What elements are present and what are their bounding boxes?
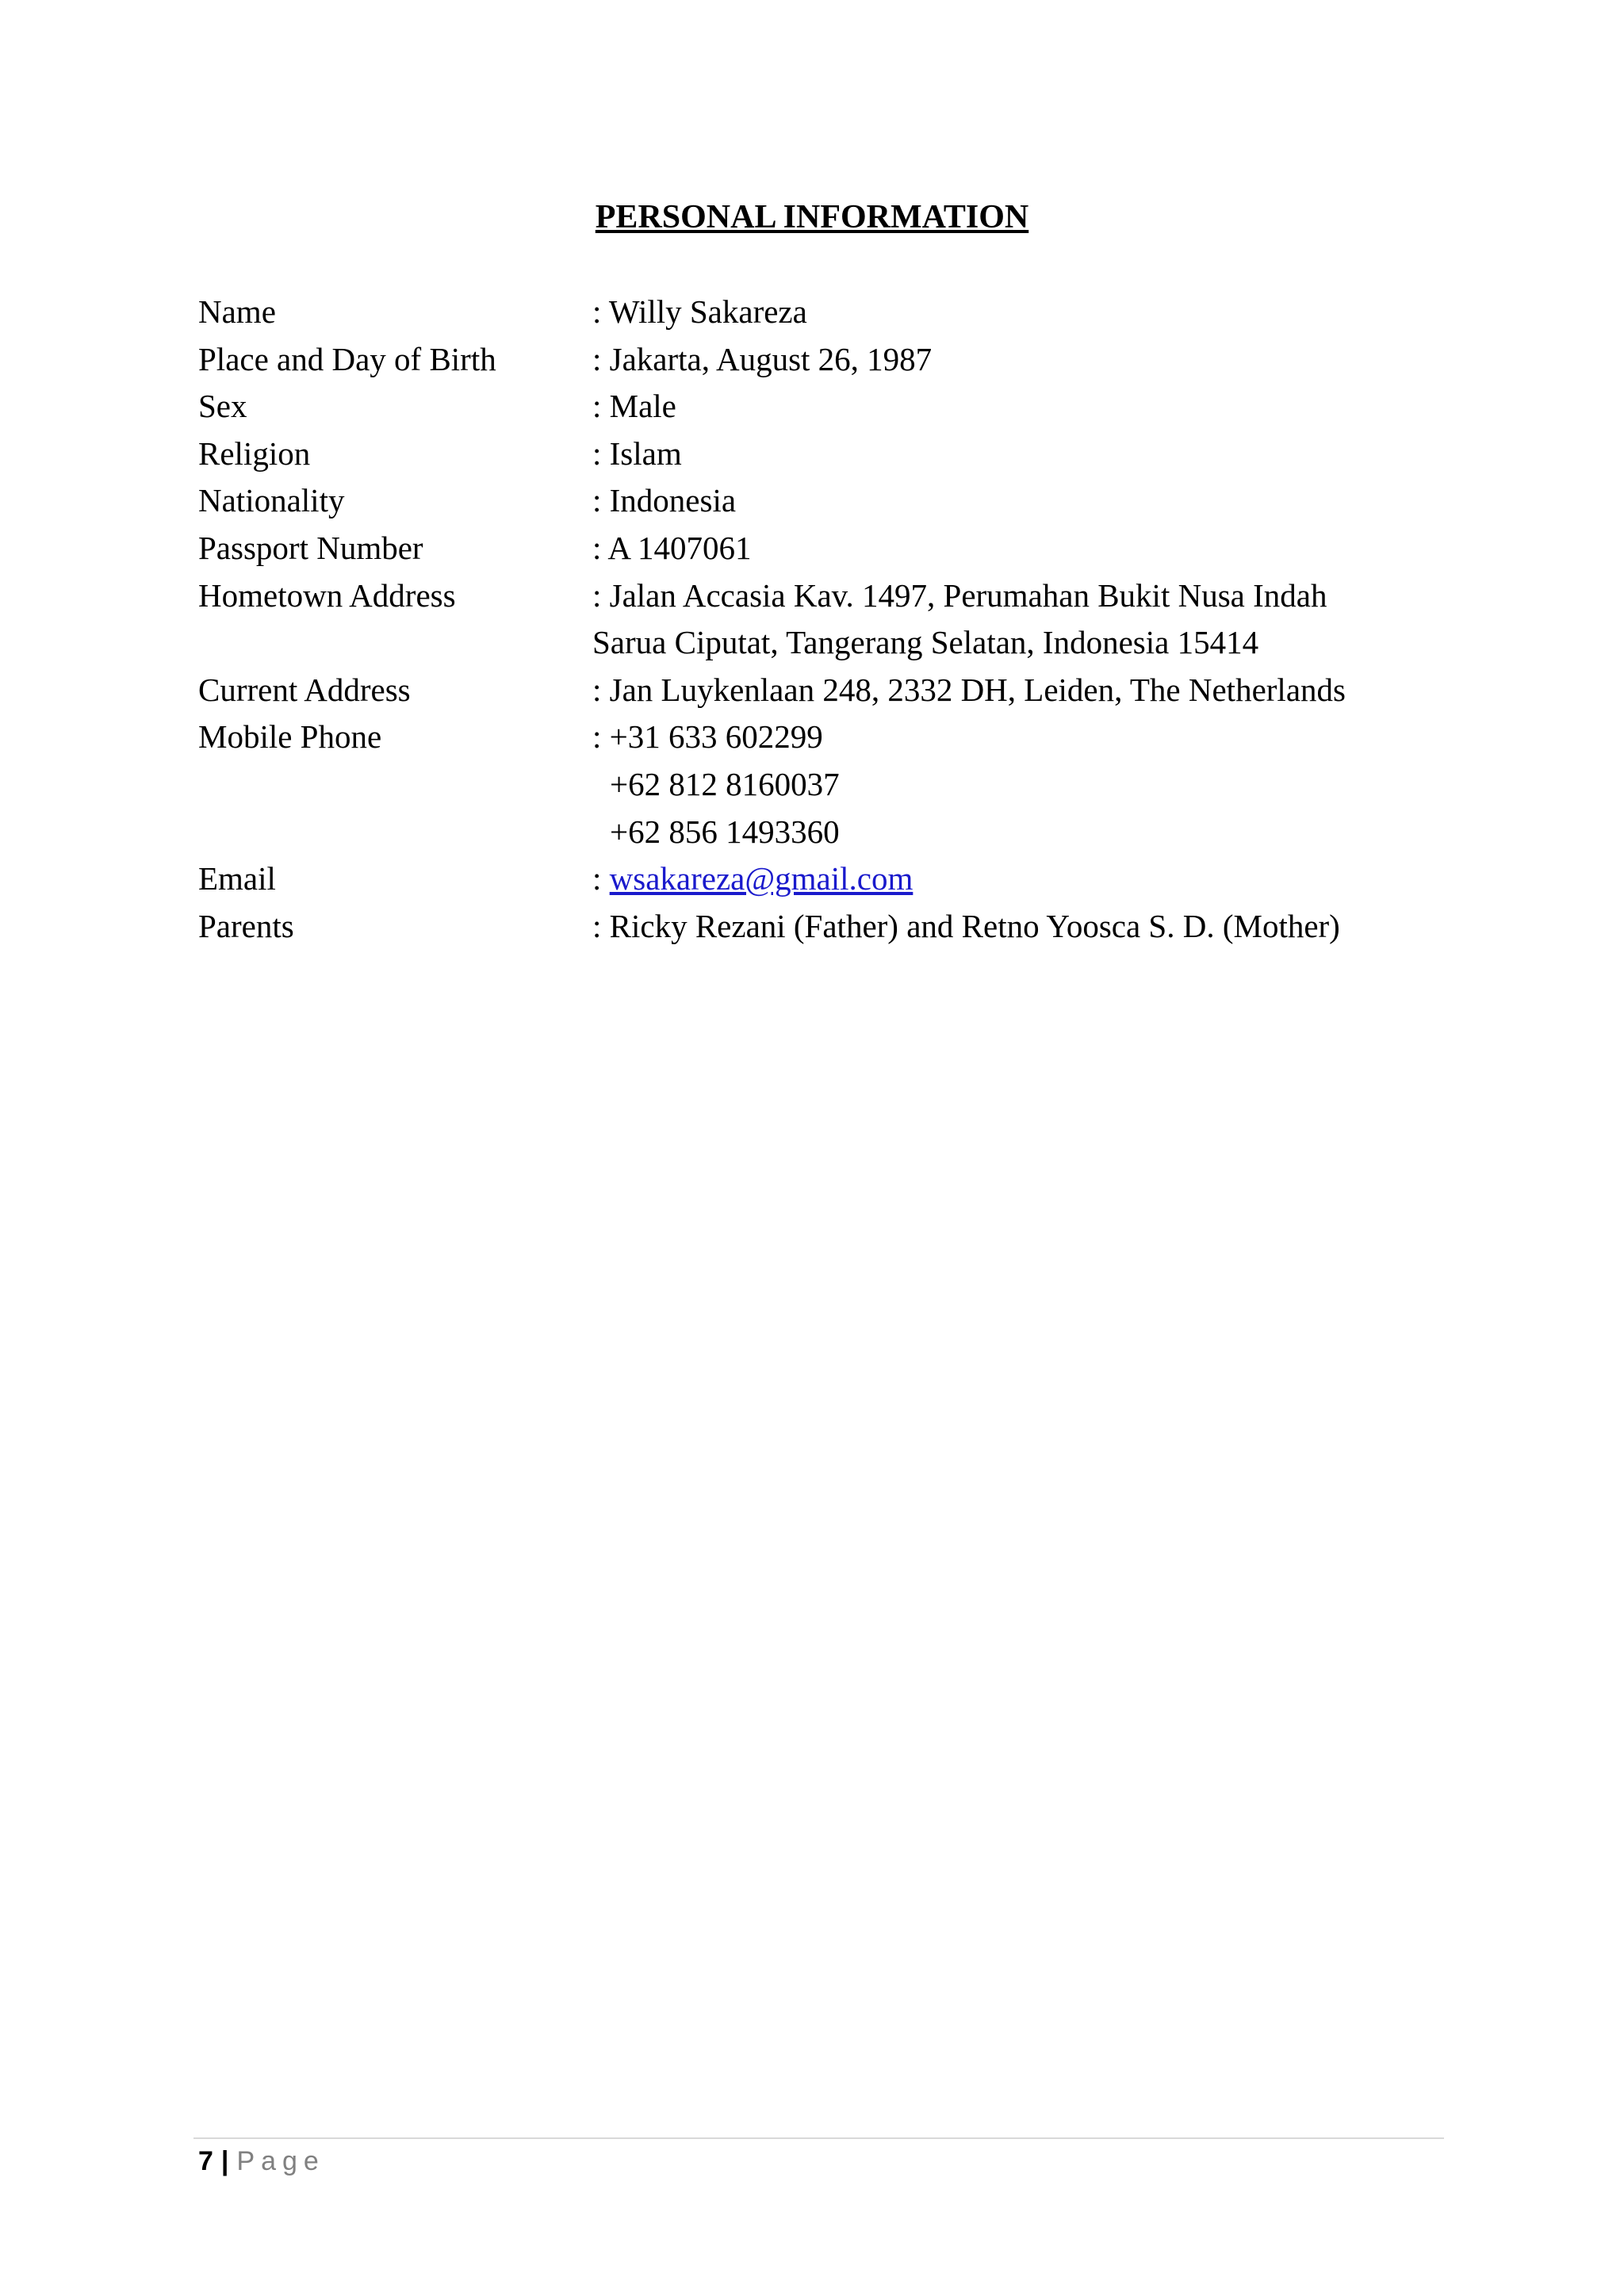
info-row-hometown <box>198 572 1467 667</box>
field-value: : A 1407061 <box>592 529 752 566</box>
field-label: Name <box>198 293 276 330</box>
footer-divider <box>193 2137 1444 2139</box>
field-value: : Jan Luykenlaan 248, 2332 DH, Leiden, The Netherlands <box>592 671 1346 708</box>
field-value: : Indonesia <box>592 482 737 519</box>
info-row-email <box>198 855 1467 903</box>
info-row-birth <box>198 336 1467 384</box>
email-prefix: : <box>592 860 610 897</box>
info-row-name <box>198 289 1467 336</box>
info-row-phone <box>198 714 1467 855</box>
email-link[interactable]: wsakareza@gmail.com <box>609 860 914 897</box>
field-label: Parents <box>198 907 294 944</box>
field-label: Place and Day of Birth <box>198 340 496 377</box>
info-row-sex <box>198 383 1467 430</box>
field-value: : Willy Sakareza <box>592 293 807 330</box>
field-label: Religion <box>198 434 311 472</box>
field-label: Current Address <box>198 671 411 708</box>
field-value <box>592 572 1467 667</box>
info-row-current-address <box>198 667 1467 714</box>
field-label: Sex <box>198 388 247 425</box>
field-label: Hometown Address <box>198 576 456 614</box>
page-footer <box>198 2144 325 2179</box>
page-word: Page <box>236 2146 325 2176</box>
footer-separator: | <box>220 2146 229 2176</box>
address-line-2: Sarua Ciputat, Tangerang Selatan, Indonesia 15414 <box>592 624 1259 661</box>
phone-number-3: +62 856 1493360 <box>610 813 840 850</box>
field-value: : Jakarta, August 26, 1987 <box>592 340 933 377</box>
page-number: 7 <box>198 2146 213 2176</box>
info-row-religion <box>198 430 1467 478</box>
info-row-nationality <box>198 477 1467 525</box>
field-label: Nationality <box>198 482 345 519</box>
field-value: : Male <box>592 388 676 425</box>
phone-number-2: +62 812 8160037 <box>610 765 840 802</box>
field-label: Email <box>198 860 276 897</box>
field-value <box>592 714 1467 855</box>
personal-info-table <box>198 289 1467 950</box>
field-value <box>592 855 1467 903</box>
phone-number-1: : +31 633 602299 <box>592 718 823 756</box>
field-value: : Ricky Rezani (Father) and Retno Yoosca S. D. (Mother) <box>592 907 1340 944</box>
field-label: Mobile Phone <box>198 718 382 756</box>
address-line-1: : Jalan Accasia Kav. 1497, Perumahan Bukit Nusa Indah <box>592 576 1327 614</box>
info-row-passport <box>198 525 1467 572</box>
page-title: PERSONAL INFORMATION <box>595 199 1029 235</box>
field-label: Passport Number <box>198 529 423 566</box>
info-row-parents <box>198 903 1467 951</box>
field-value: : Islam <box>592 434 682 472</box>
